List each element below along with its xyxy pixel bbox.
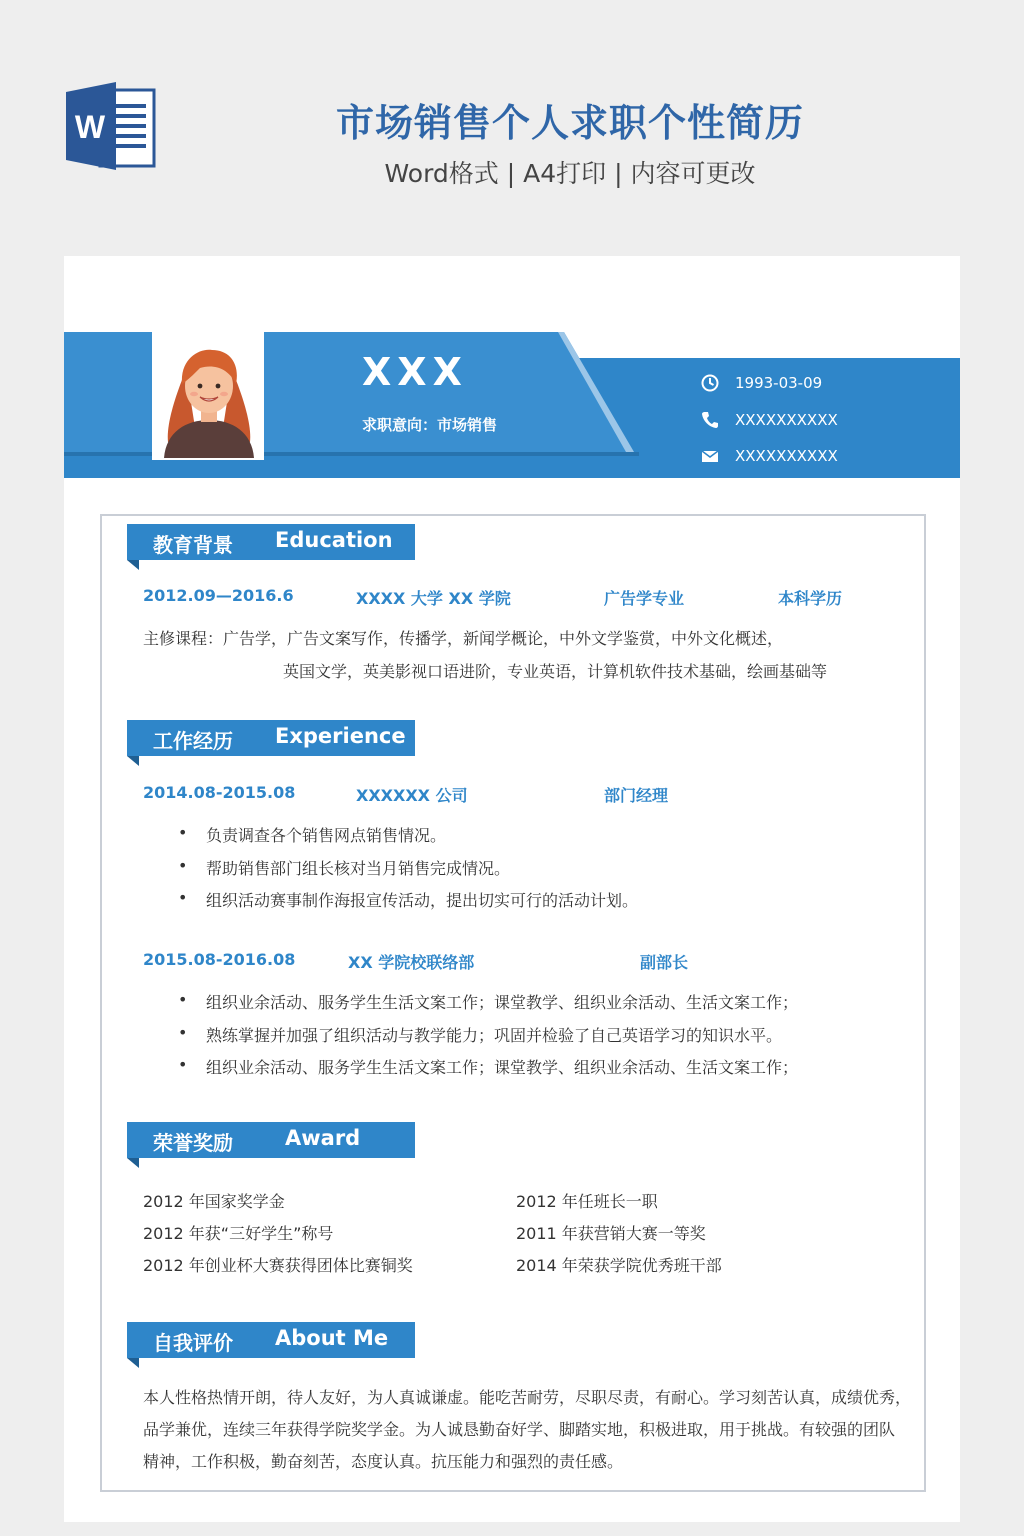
birth-date: 1993-03-09	[735, 374, 823, 392]
job-duty: • 组织活动赛事制作海报宣传活动，提出切实可行的活动计划。	[206, 888, 638, 911]
about-line: 品学兼优，连续三年获得学院奖学金。为人诚恳勤奋好学、脚踏实地，积极进取，用于挑战。有较强的团队	[143, 1420, 896, 1439]
award-item: 2012 年任班长一职	[516, 1192, 658, 1211]
phone-number: XXXXXXXXXX	[735, 411, 838, 429]
edu-courses-line1: 主修课程：广告学，广告文案写作，传播学，新闻学概论，中外文学鉴赏，中外文化概述，	[143, 629, 784, 648]
award-item: 2012 年国家奖学金	[143, 1192, 285, 1211]
mail-icon	[700, 446, 720, 466]
section-title-en: Education	[275, 528, 393, 552]
edu-major: 广告学专业	[604, 589, 685, 608]
section-title-cn: 荣誉奖励	[153, 1131, 233, 1155]
job-period: 2015.08-2016.08	[143, 950, 296, 969]
section-title-en: Award	[285, 1126, 361, 1150]
job-role: 副部长	[640, 953, 689, 972]
avatar	[156, 334, 262, 458]
page-title: 市场销售个人求职个性简历	[335, 101, 804, 145]
job-duty: • 组织业余活动、服务学生生活文案工作；课堂教学、组织业余活动、生活文案工作；	[206, 1055, 798, 1078]
edu-school: XXXX 大学 XX 学院	[356, 589, 511, 608]
birth-row	[700, 373, 940, 393]
award-item: 2012 年创业杯大赛获得团体比赛铜奖	[143, 1256, 413, 1275]
phone-icon	[700, 410, 720, 430]
candidate-name: XXX	[362, 350, 468, 394]
edu-period: 2012.09—2016.6	[143, 586, 294, 605]
resume-paper	[64, 256, 960, 1522]
email-row	[700, 446, 940, 466]
job-duty: • 负责调查各个销售网点销售情况。	[206, 823, 446, 846]
page-subtitle: Word格式 | A4打印 | 内容可更改	[384, 159, 756, 188]
phone-row	[700, 410, 940, 430]
edu-courses-line2: 英国文学，英美影视口语进阶，专业英语，计算机软件技术基础，绘画基础等	[283, 662, 828, 681]
section-experience	[127, 720, 415, 756]
clock-icon	[700, 373, 720, 393]
section-title-cn: 教育背景	[153, 533, 233, 557]
award-item: 2014 年荣获学院优秀班干部	[516, 1256, 722, 1275]
section-title-cn: 工作经历	[153, 729, 233, 753]
section-education	[127, 524, 415, 560]
about-line: 精神，工作积极，勤奋刻苦，态度认真。抗压能力和强烈的责任感。	[143, 1452, 624, 1471]
about-line: 本人性格热情开朗，待人友好，为人真诚谦虚。能吃苦耐劳，尽职尽责，有耐心。学习刻苦认真，成绩优秀，	[143, 1388, 912, 1407]
section-title-en: About Me	[275, 1326, 389, 1350]
job-org: XXXXXX 公司	[356, 786, 468, 805]
award-item: 2012 年获“三好学生”称号	[143, 1224, 334, 1243]
job-duty: • 熟练掌握并加强了组织活动与教学能力；巩固并检验了自己英语学习的知识水平。	[206, 1023, 782, 1046]
job-role: 部门经理	[604, 786, 669, 805]
content-frame	[100, 514, 926, 1492]
job-duty: • 帮助销售部门组长核对当月销售完成情况。	[206, 856, 510, 879]
award-item: 2011 年获营销大赛一等奖	[516, 1224, 706, 1243]
job-org: XX 学院校联络部	[348, 953, 475, 972]
job-intent: 求职意向：市场销售	[362, 416, 498, 434]
job-period: 2014.08-2015.08	[143, 783, 296, 802]
section-title-cn: 自我评价	[153, 1331, 233, 1355]
job-duty: • 组织业余活动、服务学生生活文案工作；课堂教学、组织业余活动、生活文案工作；	[206, 990, 798, 1013]
word-icon	[66, 82, 156, 170]
section-about	[127, 1322, 415, 1358]
section-title-en: Experience	[275, 724, 406, 748]
svg-text:W: W	[74, 109, 106, 145]
section-awards	[127, 1122, 415, 1158]
email-address: XXXXXXXXXX	[735, 447, 838, 465]
edu-degree: 本科学历	[778, 589, 843, 608]
